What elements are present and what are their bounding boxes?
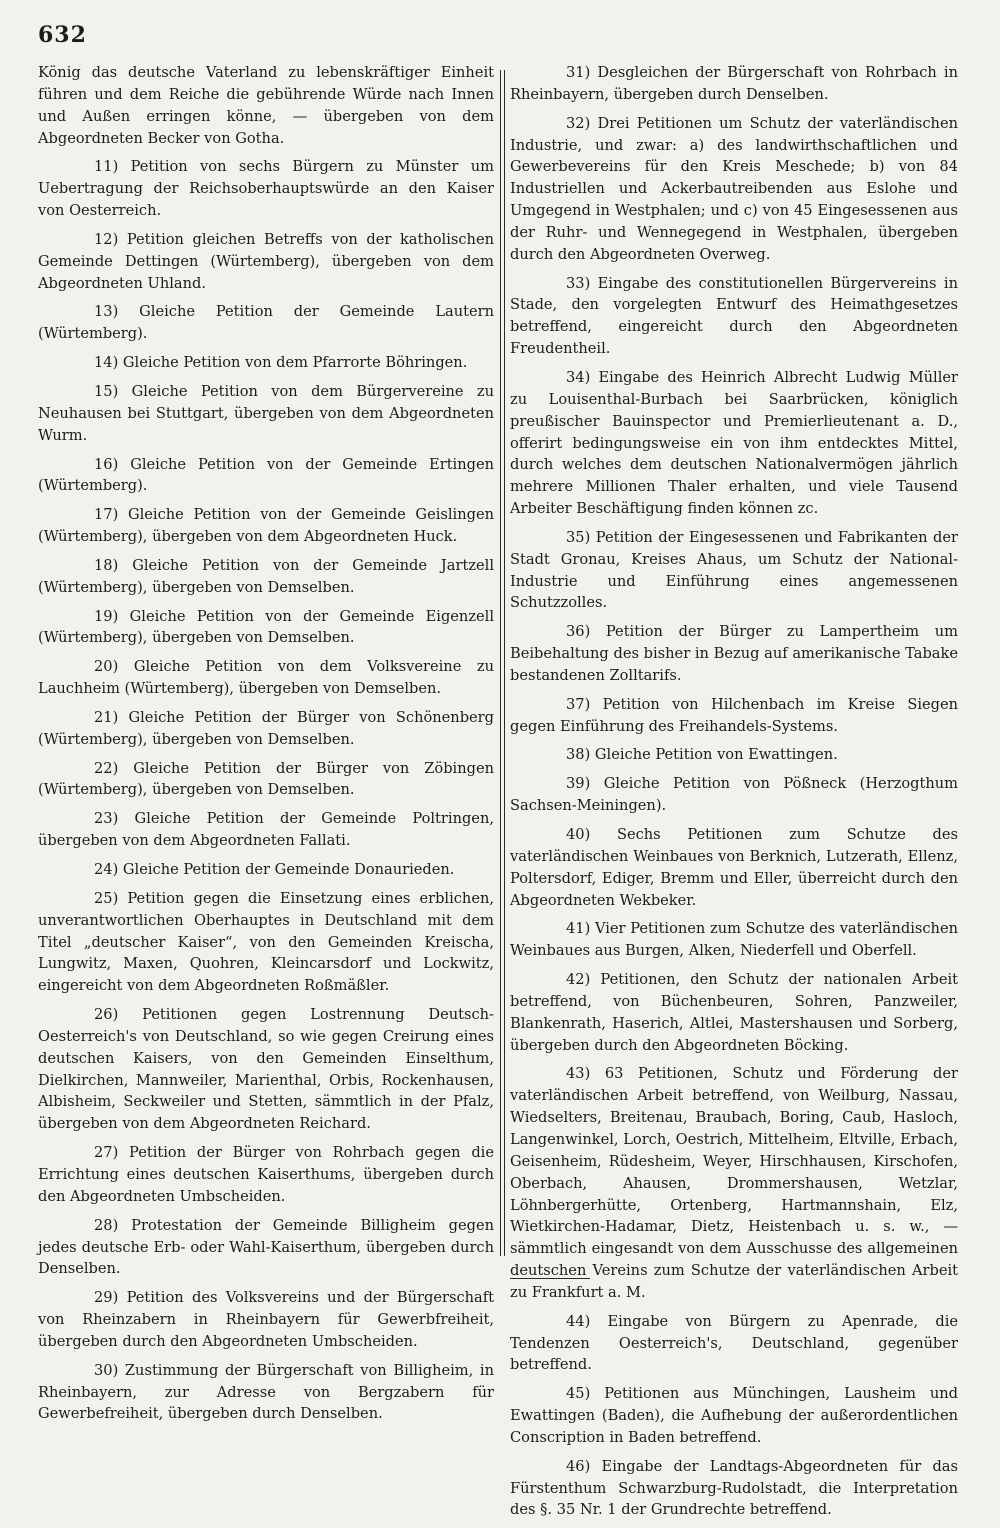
entry-38: 38) Gleiche Petition von Ewattingen. xyxy=(566,746,838,764)
entry-25: 25) Petition gegen die Einsetzung eines erblichen, unverantwortlichen Oberhauptes in Deutschland mit dem Titel „deutscher Kaiser“, von den Gemeinden Kreischa, Lungwitz, Maxen, Quohren, Kleincarsdorf und Lockwitz, eingereicht von dem Abgeordneten Roßmäßler. xyxy=(38,889,494,995)
entry-17: 17) Gleiche Petition von der Gemeinde Geislingen (Würtemberg), übergeben von dem Abgeordneten Huck. xyxy=(38,506,494,546)
entry-40: 40) Sechs Petitionen zum Schutze des vaterländischen Weinbaues von Berknich, Lutzerath, Ellenz, Poltersdorf, Ediger, Bremm und Eller, überreicht durch den Abgeordneten Wekbeker. xyxy=(510,826,958,909)
entry-41: 41) Vier Petitionen zum Schutze des vaterländischen Weinbaues aus Burgen, Alken, Niederfell und Oberfell. xyxy=(510,920,958,960)
entry-11: 11) Petition von sechs Bürgern zu Münster um Uebertragung der Reichsoberhauptswürde an den Kaiser von Oesterreich. xyxy=(38,158,494,220)
entry-45: 45) Petitionen aus Münchingen, Lausheim und Ewattingen (Baden), die Aufhebung der außerordentlichen Conscription in Baden betreffend. xyxy=(510,1385,958,1446)
column-divider xyxy=(500,70,501,1256)
entry-31: 31) Desgleichen der Bürgerschaft von Rohrbach in Rheinbayern, übergeben durch Denselben. xyxy=(510,64,958,103)
entry-21: 21) Gleiche Petition der Bürger von Schönenberg (Würtemberg), übergeben von Demselben. xyxy=(38,708,494,748)
page-number: 632 xyxy=(38,22,87,48)
entry-42: 42) Petitionen, den Schutz der nationalen Arbeit betreffend, von Büchenbeuren, Sohren, Panzweiler, Blankenrath, Haserich, Altlei, Mastershausen und Sorberg, übergeben durch den Abgeordneten Böcking. xyxy=(510,971,958,1054)
entry-29: 29) Petition des Volksvereins und der Bürgerschaft von Rheinzabern in Rheinbayern für Gewerbfreiheit, übergeben durch den Abgeordneten Umbscheiden. xyxy=(38,1289,494,1350)
entry-20: 20) Gleiche Petition von dem Volksvereine zu Lauchheim (Würtemberg), übergeben von Demselben. xyxy=(38,658,494,698)
entry-33: 33) Eingabe des constitutionellen Bürgervereins in Stade, den vorgelegten Entwurf des Heimathgesetzes betreffend, eingereicht durch den Abgeordneten Freudentheil. xyxy=(510,274,958,358)
column-divider-inner xyxy=(504,70,505,1256)
entry-46: 46) Eingabe der Landtags-Abgeordneten für das Fürstenthum Schwarzburg-Rudolstadt, die Interpretation des §. 35 Nr. 1 der Grundrechte betreffend. xyxy=(510,1457,958,1519)
entry-10-continued: König das deutsche Vaterland zu lebenskräftiger Einheit führen und dem Reiche die gebührende Würde nach Innen und Außen erringen könne, — übergeben von dem Abgeordneten Becker von Gotha. xyxy=(38,64,494,147)
entry-24: 24) Gleiche Petition der Gemeinde Donaurieden. xyxy=(94,861,455,878)
entry-44: 44) Eingabe von Bürgern zu Apenrade, die Tendenzen Oesterreich's, Deutschland, gegenüber betreffend. xyxy=(510,1312,958,1374)
entry-19: 19) Gleiche Petition von der Gemeinde Eigenzell (Würtemberg), übergeben von Demselben. xyxy=(38,607,494,647)
entry-37: 37) Petition von Hilchenbach im Kreise Siegen gegen Einführung des Freihandels-Systems. xyxy=(510,695,958,735)
entry-18: 18) Gleiche Petition von der Gemeinde Jartzell (Würtemberg), übergeben von Demselben. xyxy=(38,556,494,596)
entry-23: 23) Gleiche Petition der Gemeinde Poltringen, übergeben von dem Abgeordneten Fallati. xyxy=(38,810,494,850)
entry-39: 39) Gleiche Petition von Pößneck (Herzogthum Sachsen-Meiningen). xyxy=(510,775,958,815)
entry-14: 14) Gleiche Petition von dem Pfarrorte Böhringen. xyxy=(94,354,468,372)
entry-26: 26) Petitionen gegen Lostrennung Deutsch-Oesterreich's von Deutschland, so wie gegen Creirung eines deutschen Kaisers, von den Gemeinden Einselthum, Dielkirchen, Mannweiler, Marienthal, Orbis, Rockenhausen, Albisheim, Seckweiler und Stetten, sämmtlich in der Pfalz, übergeben von dem Abgeordneten Reichard. xyxy=(38,1006,494,1133)
right-column xyxy=(510,62,958,1528)
entry-35: 35) Petition der Eingesessenen und Fabrikanten der Stadt Gronau, Kreises Ahaus, um Schutz der National-Industrie und Einführung eines angemessenen Schutzzolles. xyxy=(510,528,958,612)
entry-16: 16) Gleiche Petition von der Gemeinde Ertingen (Würtemberg). xyxy=(38,455,494,495)
entry-34: 34) Eingabe des Heinrich Albrecht Ludwig Müller zu Louisenthal-Burbach bei Saarbrücken, königlich preußischer Bauinspector und Premierlieutenant a. D., offerirt bedingungsweise ein von ihm entdecktes Mittel, durch welches dem deutschen Nationalvermögen jährlich mehrere Millionen Thaler erhalten, und viele Tausend Arbeiter Beschäftigung finden können zc. xyxy=(510,368,958,518)
entry-36: 36) Petition der Bürger zu Lampertheim um Beibehaltung des bisher in Bezug auf amerikanische Tabake bestandenen Zolltarifs. xyxy=(510,623,958,684)
entry-15: 15) Gleiche Petition von dem Bürgervereine zu Neuhausen bei Stuttgart, übergeben von dem Abgeordneten Wurm. xyxy=(38,382,494,444)
entry-28: 28) Protestation der Gemeinde Billigheim gegen jedes deutsche Erb- oder Wahl-Kaiserthum, übergeben durch Denselben. xyxy=(38,1216,494,1278)
left-column xyxy=(38,62,494,1432)
entry-27: 27) Petition der Bürger von Rohrbach gegen die Errichtung eines deutschen Kaiserthums, übergeben durch den Abgeordneten Umbscheiden. xyxy=(38,1144,494,1205)
entry-22: 22) Gleiche Petition der Bürger von Zöbingen (Würtemberg), übergeben von Demselben. xyxy=(38,759,494,799)
entry-32: 32) Drei Petitionen um Schutz der vaterländischen Industrie, und zwar: a) des landwirthschaftlichen und Gewerbevereins für den Kreis Meschede; b) von 84 Industriellen und Ackerbautreibenden aus Eslohe und Umgegend in Westphalen; und c) von 45 Eingesessenen aus der Ruhr- und Wennegegend in Westphalen, übergeben durch den Abgeordneten Overweg. xyxy=(510,114,958,263)
entry-13: 13) Gleiche Petition der Gemeinde Lautern (Würtemberg). xyxy=(38,303,494,343)
entry-30: 30) Zustimmung der Bürgerschaft von Billigheim, in Rheinbayern, zur Adresse von Bergzabern für Gewerbefreiheit, übergeben durch Denselben. xyxy=(38,1361,494,1423)
end-rule xyxy=(510,1278,590,1279)
entry-43: 43) 63 Petitionen, Schutz und Förderung der vaterländischen Arbeit betreffend, von Weilburg, Nassau, Wiedselters, Breitenau, Braubach, Boring, Caub, Hasloch, Langenwinkel, Lorch, Oestrich, Mittelheim, Eltville, Erbach, Geisenheim, Rüdesheim, Weyer, Hirschhausen, Kirschofen, Oberbach, Ahausen, Drommershausen, Wetzlar, Löhnbergerhütte, Ortenberg, Hartmannshain, Elz, Wietkirchen-Hadamar, Dietz, Heistenbach u. s. w., — sämmtlich eingesandt von dem Ausschusse des allgemeinen deutschen Vereins zum Schutze der vaterländischen Arbeit zu Frankfurt a. M. xyxy=(510,1065,958,1301)
entry-12: 12) Petition gleichen Betreffs von der katholischen Gemeinde Dettingen (Würtemberg), übergeben von dem Abgeordneten Uhland. xyxy=(38,230,494,292)
